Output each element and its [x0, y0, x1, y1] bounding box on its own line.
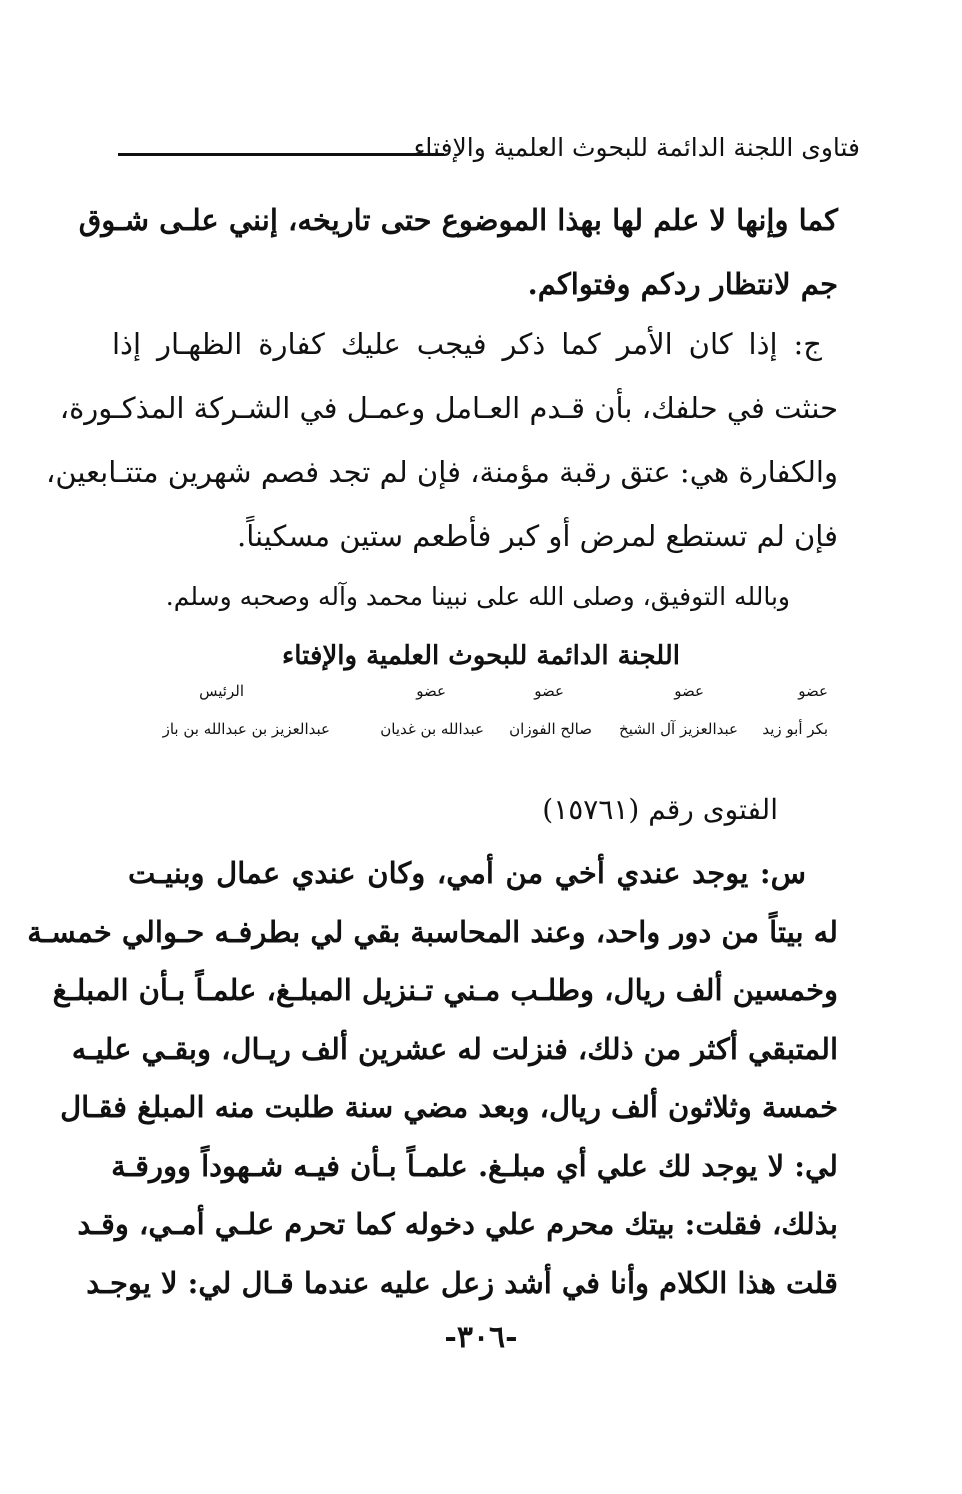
signatory-name: صالح الفوزان — [509, 720, 592, 738]
signatory-name: عبدالله بن غديان — [380, 720, 484, 738]
text-line: قلت هذا الكلام وأنا في أشد زعل عليه عندما قـال لي: لا يوجـد — [86, 1265, 838, 1300]
signatory-name: بكر أبو زيد — [762, 720, 828, 738]
text-line: لي: لا يوجد لك علي أي مبلـغ. علمـاً بـأن فيـه شـهوداً وورقـة — [111, 1148, 838, 1183]
header-rule — [118, 153, 444, 156]
text-line: خمسة وثلاثون ألف ريال، وبعد مضي سنة طلبت منه المبلغ فقـال — [60, 1090, 838, 1124]
running-header — [118, 128, 860, 168]
signatory-role: عضو — [674, 682, 704, 700]
page-number: -٣٠٦- — [444, 1320, 518, 1355]
text-line: حنثت في حلفك، بأن قـدم العـامل وعمـل في الشـركة المذكـورة، — [59, 391, 838, 425]
closing-line: وبالله التوفيق، وصلى الله على نبينا محمد وآله وصحبه وسلم. — [165, 582, 790, 611]
question-paragraph — [27, 844, 838, 1312]
text-line: جم لانتظار ردكم وفتواكم. — [527, 267, 838, 301]
signatory-name: عبدالعزيز بن عبدالله بن باز — [162, 720, 330, 738]
signatory-role: عضو — [534, 682, 564, 700]
text-line: المتبقي أكثر من ذلك، فنزلت له عشرين ألف ريـال، وبقـي عليـه — [71, 1031, 838, 1066]
signatory-role: عضو — [798, 682, 828, 700]
signatories-block — [148, 680, 828, 750]
header-title: فتاوى اللجنة الدائمة للبحوث العلمية والإفتاء — [413, 133, 860, 162]
text-line: وخمسين ألف ريال، وطلـب مـني تـنزيل المبلـغ، علمـاً بـأن المبلـغ — [52, 973, 838, 1007]
text-line: ج: إذا كان الأمر كما ذكر فيجب عليك كفارة الظهـار إذا — [112, 327, 822, 361]
text-line: له بيتاً من دور واحد، وعند المحاسبة بقي لي بطرفـه حـوالي خمسـة — [27, 914, 838, 949]
previous-question-end — [78, 188, 838, 316]
signatory-role: الرئيس — [199, 682, 244, 700]
text-line: بذلك، فقلت: بيتك محرم علي دخوله كما تحرم علـي أمـي، وقـد — [77, 1207, 838, 1241]
answer-paragraph — [45, 312, 838, 568]
signatory-role: عضو — [416, 682, 446, 700]
text-line: فإن لم تستطع لمرض أو كبر فأطعم ستين مسكيناً. — [237, 519, 838, 553]
text-line: كما وإنها لا علم لها بهذا الموضوع حتى تاريخه، إنني علـى شـوق — [78, 203, 838, 237]
text-line: س: يوجد عندي أخي من أمي، وكان عندي عمال وبنيـت — [128, 856, 806, 890]
text-line: والكفارة هي: عتق رقبة مؤمنة، فإن لم تجد فصم شهرين متتـابعين، — [45, 455, 838, 489]
signatory-name: عبدالعزيز آل الشيخ — [619, 720, 738, 738]
fatwa-number: الفتوى رقم (١٥٧٦١) — [542, 793, 778, 826]
committee-title: اللجنة الدائمة للبحوث العلمية والإفتاء — [282, 641, 680, 671]
